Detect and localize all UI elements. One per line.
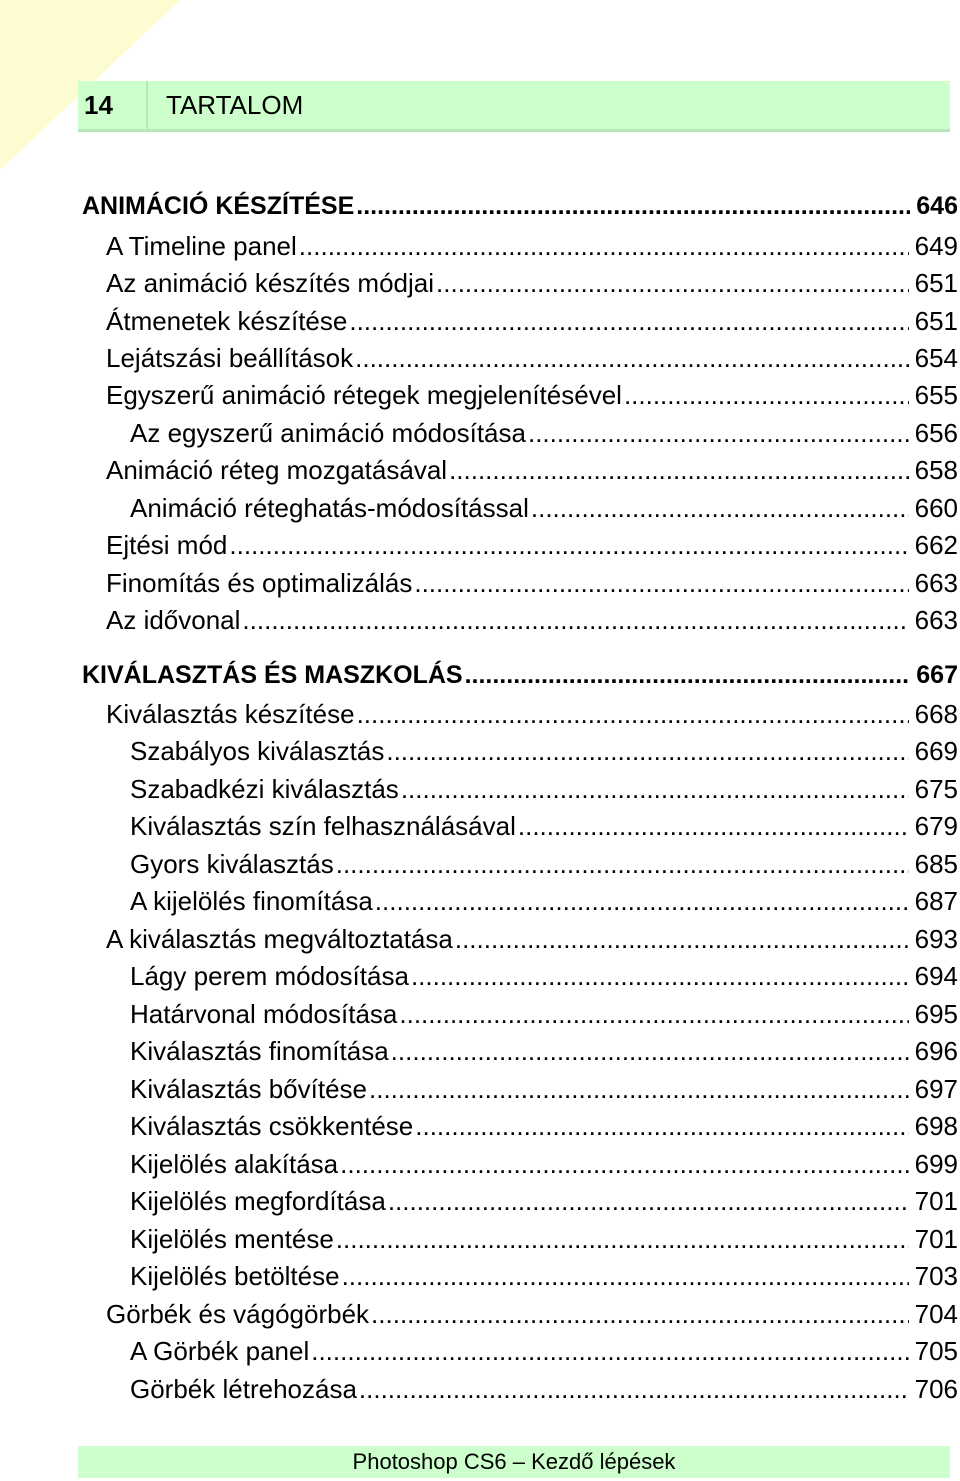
toc-entry — [130, 771, 958, 807]
toc-entry — [106, 452, 958, 488]
toc-entry-page: 662 — [914, 530, 958, 560]
toc-entry-page: 679 — [914, 811, 958, 841]
toc-dot-leader — [399, 996, 908, 1032]
toc-dot-leader — [311, 1333, 908, 1369]
toc-entry — [106, 340, 958, 376]
toc-entry-label: A Timeline panel — [106, 231, 297, 261]
toc-dot-leader — [369, 1071, 909, 1107]
toc-entry-page: 651 — [914, 306, 958, 336]
toc-entry-page: 687 — [914, 886, 958, 916]
toc-entry-label: A kiválasztás megváltoztatása — [106, 924, 453, 954]
toc-dot-leader — [531, 490, 909, 526]
toc-entry-label: Lágy perem módosítása — [130, 961, 409, 991]
toc-entry — [130, 1033, 958, 1069]
toc-dot-leader — [528, 415, 909, 451]
toc-dot-leader — [371, 1296, 909, 1332]
toc-entry-label: Finomítás és optimalizálás — [106, 568, 413, 598]
page-title: TARTALOM — [166, 90, 304, 120]
toc-entry-label: Gyors kiválasztás — [130, 849, 334, 879]
toc-entry-page: 663 — [914, 568, 958, 598]
toc-entry-label: A kijelölés finomítása — [130, 886, 373, 916]
toc-entry-label: Kiválasztás készítése — [106, 699, 355, 729]
toc-entry — [130, 996, 958, 1032]
toc-dot-leader — [388, 1183, 909, 1219]
toc-entry — [106, 228, 958, 264]
toc-dot-leader — [415, 1108, 908, 1144]
toc-dot-leader — [356, 188, 910, 224]
toc-entry — [130, 733, 958, 769]
toc-entry-label: Kiválasztás szín felhasználásával — [130, 811, 516, 841]
toc-dot-leader — [455, 921, 909, 957]
toc-entry-page: 651 — [914, 268, 958, 298]
page-number: 14 — [78, 81, 148, 129]
toc-entry — [106, 303, 958, 339]
page-footer: Photoshop CS6 – Kezdő lépések — [78, 1446, 950, 1478]
toc-entry-page: 685 — [914, 849, 958, 879]
toc-entry-page: 654 — [914, 343, 958, 373]
toc-entry-page: 667 — [916, 661, 958, 689]
toc-entry — [130, 1146, 958, 1182]
toc-entry — [106, 696, 958, 732]
toc-entry-label: Görbék létrehozása — [130, 1374, 357, 1404]
toc-entry-label: Szabadkézi kiválasztás — [130, 774, 399, 804]
toc-entry-page: 698 — [914, 1111, 958, 1141]
toc-entry-label: Egyszerű animáció rétegek megjelenítésével — [106, 380, 622, 410]
toc-entry-page: 658 — [914, 455, 958, 485]
toc-entry-page: 655 — [914, 380, 958, 410]
toc-entry-label: Kijelölés mentése — [130, 1224, 334, 1254]
toc-dot-leader — [465, 657, 911, 693]
toc-dot-leader — [386, 733, 908, 769]
toc-entry — [106, 565, 958, 601]
toc-entry-page: 696 — [914, 1036, 958, 1066]
toc-entry-label: Animáció réteg mozgatásával — [106, 455, 448, 485]
toc-entry-label: Lejátszási beállítások — [106, 343, 354, 373]
toc-entry-page: 668 — [914, 699, 958, 729]
toc-dot-leader — [229, 527, 908, 563]
toc-entry — [130, 1333, 958, 1369]
toc-entry — [106, 1296, 958, 1332]
toc-entry-page: 660 — [914, 493, 958, 523]
toc-dot-leader — [340, 1146, 908, 1182]
toc-entry-label: Kijelölés betöltése — [130, 1261, 340, 1291]
toc-entry-page: 695 — [914, 999, 958, 1029]
toc-entry-label: Görbék és vágógörbék — [106, 1299, 370, 1329]
toc-entry-label: Kijelölés megfordítása — [130, 1186, 386, 1216]
toc-entry-label: ANIMÁCIÓ KÉSZÍTÉSE — [82, 192, 355, 220]
toc-entry — [82, 657, 958, 693]
toc-dot-leader — [401, 771, 909, 807]
toc-entry — [130, 1371, 958, 1407]
toc-dot-leader — [349, 303, 908, 339]
toc-entry-page: 705 — [914, 1336, 958, 1366]
toc-entry-label: Kiválasztás csökkentése — [130, 1111, 414, 1141]
toc-entry-page: 663 — [914, 605, 958, 635]
toc-dot-leader — [449, 452, 909, 488]
toc-entry-page: 693 — [914, 924, 958, 954]
toc-entry-page: 675 — [914, 774, 958, 804]
toc-entry-label: Szabályos kiválasztás — [130, 736, 385, 766]
toc-entry-page: 699 — [914, 1149, 958, 1179]
toc-entry-label: Kiválasztás finomítása — [130, 1036, 389, 1066]
toc-entry-label: Az animáció készítés módjai — [106, 268, 435, 298]
toc-dot-leader — [359, 1371, 909, 1407]
toc-entry-label: Határvonal módosítása — [130, 999, 398, 1029]
toc-entry — [82, 188, 958, 224]
toc-entry-page: 701 — [914, 1186, 958, 1216]
toc-dot-leader — [436, 265, 909, 301]
toc-entry-page: 701 — [914, 1224, 958, 1254]
toc-dot-leader — [414, 565, 908, 601]
toc-entry-label: Az idővonal — [106, 605, 241, 635]
toc-entry — [106, 265, 958, 301]
toc-entry — [106, 527, 958, 563]
toc-dot-leader — [336, 1221, 909, 1257]
toc-entry-label: KIVÁLASZTÁS ÉS MASZKOLÁS — [82, 661, 463, 689]
toc-entry-page: 649 — [914, 231, 958, 261]
toc-entry — [130, 490, 958, 526]
toc-dot-leader — [299, 228, 909, 264]
toc-entry — [106, 921, 958, 957]
toc-dot-leader — [375, 883, 909, 919]
toc-entry-label: Átmenetek készítése — [106, 306, 348, 336]
toc-entry-page: 703 — [914, 1261, 958, 1291]
toc-entry — [130, 1071, 958, 1107]
toc-dot-leader — [355, 340, 908, 376]
toc-entry — [130, 1108, 958, 1144]
toc-dot-leader — [336, 846, 909, 882]
toc-entry-label: Az egyszerű animáció módosítása — [130, 418, 526, 448]
toc-entry-label: Kiválasztás bővítése — [130, 1074, 368, 1104]
toc-dot-leader — [391, 1033, 909, 1069]
toc-dot-leader — [411, 958, 909, 994]
toc-entry — [130, 883, 958, 919]
toc-dot-leader — [342, 1258, 909, 1294]
toc-entry-page: 646 — [916, 192, 958, 220]
toc-entry-page: 704 — [914, 1299, 958, 1329]
toc-dot-leader — [242, 602, 908, 638]
toc-entry — [106, 602, 958, 638]
toc-entry-page: 669 — [914, 736, 958, 766]
toc-entry-page: 706 — [914, 1374, 958, 1404]
toc-dot-leader — [357, 696, 909, 732]
toc-entry-page: 694 — [914, 961, 958, 991]
toc-entry-label: Kijelölés alakítása — [130, 1149, 339, 1179]
toc-entry — [130, 1221, 958, 1257]
toc-entry — [130, 1258, 958, 1294]
toc-entry-page: 697 — [914, 1074, 958, 1104]
toc-entry — [130, 808, 958, 844]
toc-entry — [130, 958, 958, 994]
toc-entry-label: A Görbék panel — [130, 1336, 310, 1366]
toc-entry-page: 656 — [914, 418, 958, 448]
toc-entry-label: Ejtési mód — [106, 530, 228, 560]
toc-entry-label: Animáció réteghatás-módosítással — [130, 493, 529, 523]
toc-entry — [130, 415, 958, 451]
toc-entry — [106, 377, 958, 413]
toc-dot-leader — [518, 808, 909, 844]
toc-entry — [130, 1183, 958, 1219]
toc-entry — [130, 846, 958, 882]
toc-dot-leader — [624, 377, 909, 413]
